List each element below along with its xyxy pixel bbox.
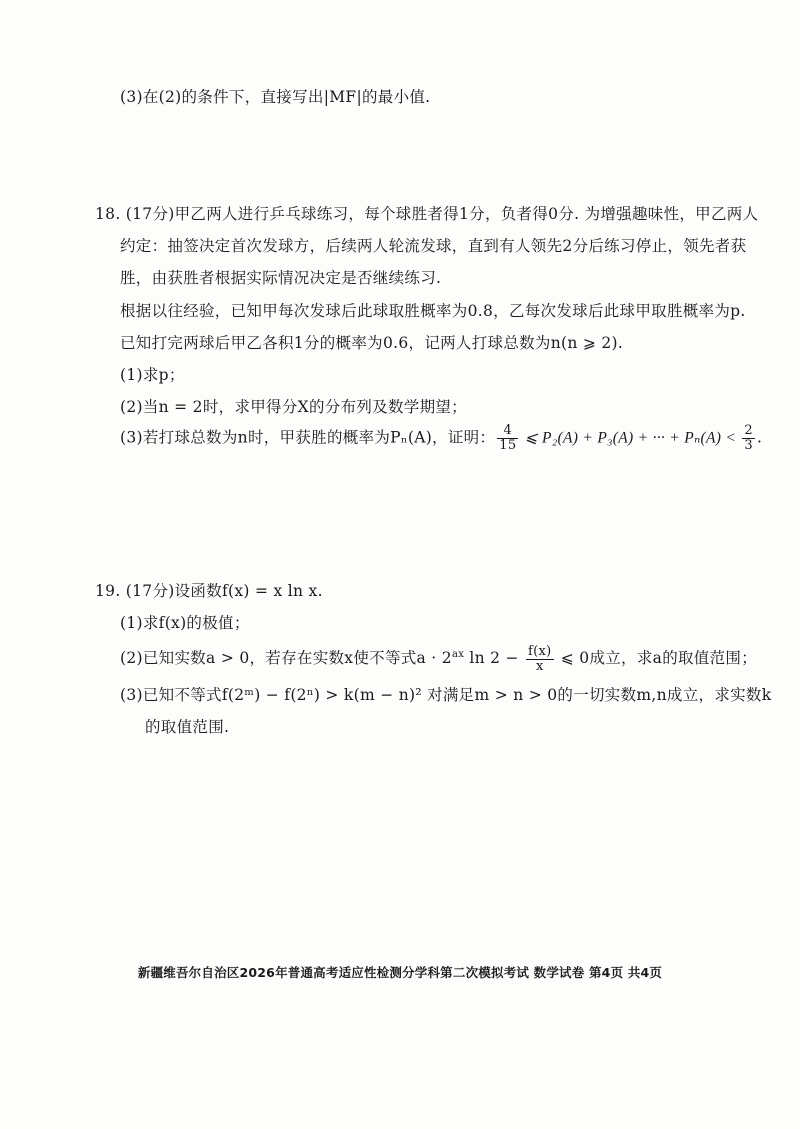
q17-part3: (3)在(2)的条件下，直接写出|MF|的最小值.: [120, 88, 431, 106]
fraction-fx-over-x: [526, 645, 554, 674]
q18-line2: 约定：抽签决定首次发球方，后续两人轮流发球，直到有人领先2分后练习停止，领先者获: [120, 237, 747, 255]
exponent: ax: [451, 649, 465, 660]
fraction-denominator: 3: [744, 438, 753, 453]
q19-part2-c: ⩽ 0成立，求a的取值范围；: [555, 649, 757, 668]
q18-part3-sum: ⩽ P₂(A) + P₃(A) + ··· + Pₙ(A) <: [520, 429, 741, 447]
q18-part2: (2)当n = 2时，求甲得分X的分布列及数学期望；: [120, 398, 467, 416]
fraction-numerator: f(x): [528, 643, 552, 659]
fraction-numerator: 2: [744, 423, 753, 438]
q19-part2-b: ln 2 −: [464, 649, 525, 668]
q19-line1: 19. (17分)设函数f(x) = x ln x.: [95, 582, 323, 600]
fraction-4-15: [497, 424, 518, 453]
q19-part3-line1: (3)已知不等式f(2ᵐ) − f(2ⁿ) > k(m − n)² 对满足m > n > 0的一切实数m,n成立，求实数k: [120, 686, 772, 704]
q18-part3-end: .: [756, 428, 763, 447]
q18-part3: [120, 424, 762, 453]
fraction-2-3: [742, 424, 755, 453]
q18-line4: 根据以往经验，已知甲每次发球后此球取胜概率为0.8，乙每次发球后此球甲取胜概率为p.: [120, 302, 746, 320]
q19-part1: (1)求f(x)的极值；: [120, 614, 250, 632]
q18-part1: (1)求p；: [120, 366, 185, 384]
q19-part2-a: (2)已知实数a > 0，若存在实数x使不等式a · 2: [120, 649, 452, 668]
q18-line3: 胜，由获胜者根据实际情况决定是否继续练习.: [120, 269, 442, 287]
page-footer: 新疆维吾尔自治区2026年普通高考适应性检测分学科第二次模拟考试 数学试卷 第4页 共4页: [137, 965, 663, 980]
q19-part2: [120, 644, 757, 674]
fraction-denominator: 15: [499, 438, 517, 453]
q19-part3-line2: 的取值范围.: [145, 718, 230, 736]
fraction-numerator: 4: [497, 424, 518, 439]
q18-part3-text: (3)若打球总数为n时，甲获胜的概率为Pₙ(A)，证明：: [120, 428, 496, 447]
q18-line1: 18. (17分)甲乙两人进行乒乓球练习，每个球胜者得1分，负者得0分. 为增强趣味性，甲乙两人: [95, 205, 759, 223]
q18-line5: 已知打完两球后甲乙各积1分的概率为0.6，记两人打球总数为n(n ⩾ 2).: [120, 334, 624, 352]
fraction-denominator: x: [535, 658, 544, 674]
